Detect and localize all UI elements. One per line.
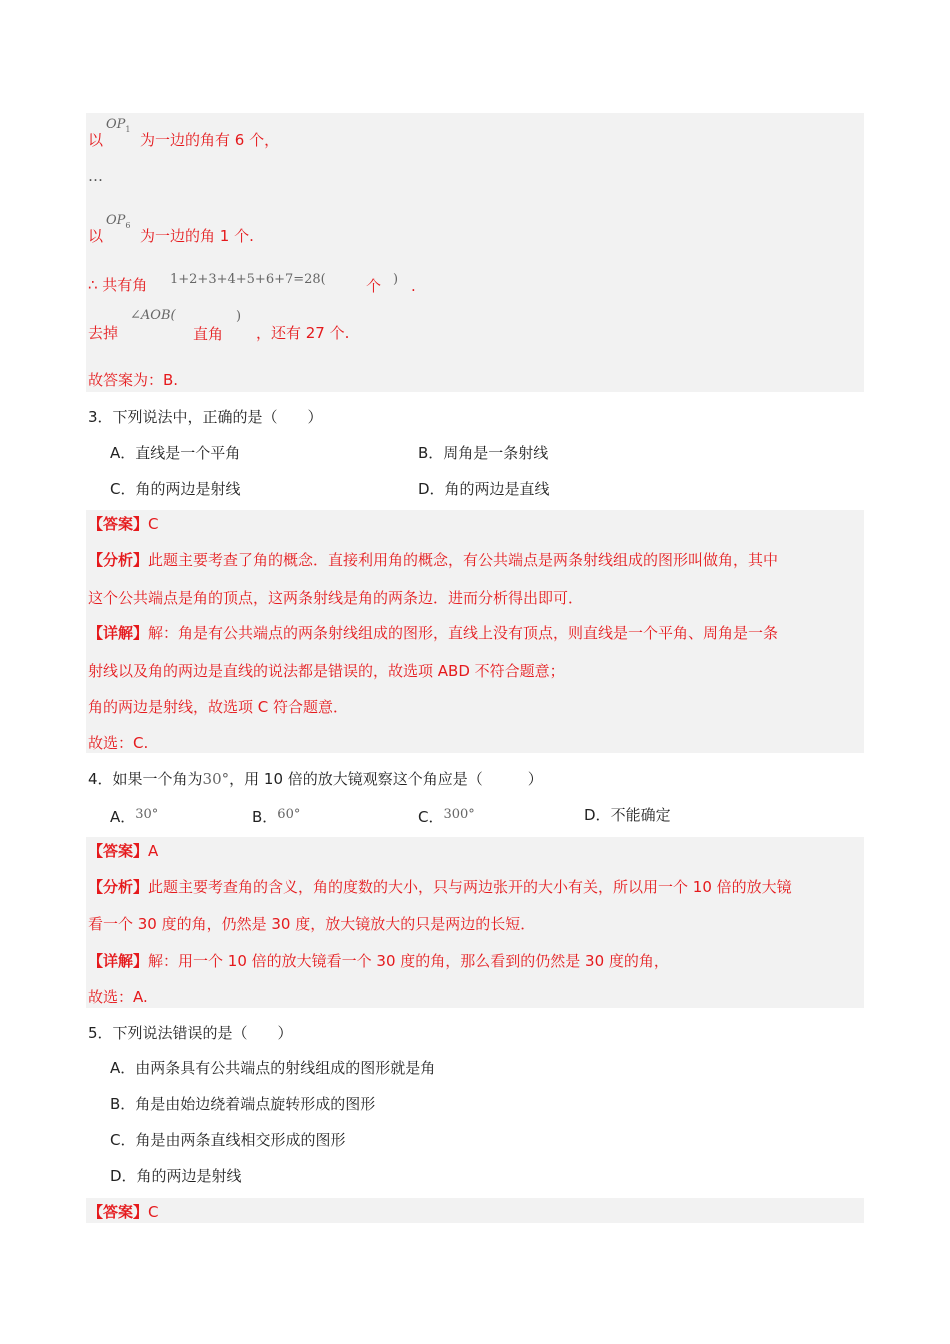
- angle-count-line-2: 以: [88, 227, 104, 245]
- total-angles-math: 1+2+3+4+5+6+7=28(: [170, 272, 326, 287]
- angle-count-line-1: 以: [88, 131, 104, 149]
- total-angles-unit: 个: [366, 277, 382, 295]
- q3-choice: 故选：C.: [88, 734, 149, 752]
- q5-answer: 【答案】C: [88, 1203, 159, 1221]
- total-angles-end: .: [411, 277, 416, 295]
- q4-option-d: D．不能确定: [584, 806, 671, 824]
- answer-line: 故答案为：B.: [88, 371, 179, 389]
- q5-option-d: D．角的两边是射线: [110, 1167, 242, 1185]
- q5-option-a: A．由两条具有公共端点的射线组成的图形就是角: [110, 1059, 436, 1077]
- q4-stem: 4．如果一个角为30°，用 10 倍的放大镜观察这个角应是（ ）: [88, 770, 543, 788]
- q4-choice: 故选：A.: [88, 988, 148, 1006]
- q4-detail: 【详解】解：用一个 10 倍的放大镜看一个 30 度的角，那么看到的仍然是 30 度的角，: [88, 952, 669, 970]
- q5-stem: 5．下列说法错误的是（ ）: [88, 1024, 293, 1042]
- total-angles-close: ): [393, 272, 399, 287]
- remove-angle-close: ): [236, 309, 242, 324]
- q3-analysis: 【分析】此题主要考查了角的概念．直接利用角的概念，有公共端点是两条射线组成的图形叫做角，其中: [88, 551, 779, 569]
- remove-angle-prefix: 去掉: [88, 324, 119, 342]
- q5-option-c: C．角是由两条直线相交形成的图形: [110, 1131, 346, 1149]
- answer-block-shade: [86, 113, 864, 392]
- q3-detail-cont-2: 角的两边是射线，故选项 C 符合题意．: [88, 698, 349, 716]
- total-angles-prefix: ∴ 共有角: [88, 276, 148, 294]
- q5-option-b: B．角是由始边绕着端点旋转形成的图形: [110, 1095, 376, 1113]
- q3-stem: 3．下列说法中，正确的是（ ）: [88, 408, 323, 426]
- q4-option-b: B．60°: [252, 807, 301, 826]
- q3-option-b: B．周角是一条射线: [418, 444, 549, 462]
- math-angle-aob: ∠AOB(: [130, 308, 176, 323]
- q3-option-d: D．角的两边是直线: [418, 480, 550, 498]
- answer-block-shade: [86, 1198, 864, 1223]
- angle-count-line-2-suffix: 为一边的角 1 个.: [140, 227, 254, 245]
- ellipsis: …: [88, 167, 103, 185]
- q3-option-c: C．角的两边是射线: [110, 480, 241, 498]
- q4-analysis: 【分析】此题主要考查角的含义，角的度数的大小，只与两边张开的大小有关，所以用一个 10 倍的放大镜: [88, 878, 792, 896]
- q4-answer: 【答案】A: [88, 842, 159, 860]
- q3-analysis-cont: 这个公共端点是角的顶点，这两条射线是角的两条边．进而分析得出即可．: [88, 589, 584, 607]
- angle-count-line-1-suffix: 为一边的角有 6 个，: [140, 131, 280, 149]
- q4-analysis-cont: 看一个 30 度的角，仍然是 30 度，放大镜放大的只是两边的长短．: [88, 915, 536, 933]
- q3-detail-cont-1: 射线以及角的两边是直线的说法都是错误的，故选项 ABD 不符合题意；: [88, 662, 565, 680]
- q3-answer: 【答案】C: [88, 515, 159, 533]
- right-angle-word: 直角: [193, 325, 224, 343]
- remove-angle-suffix: ，还有 27 个.: [256, 324, 350, 342]
- q4-option-a: A．30°: [110, 807, 159, 826]
- math-op6: $OP_6$: [106, 213, 131, 230]
- q3-detail: 【详解】解：角是有公共端点的两条射线组成的图形，直线上没有顶点，则直线是一个平角、周角是一条: [88, 624, 779, 642]
- q4-option-c: C．300°: [418, 807, 475, 826]
- q3-option-a: A．直线是一个平角: [110, 444, 241, 462]
- math-op1: $OP_1$: [106, 117, 131, 134]
